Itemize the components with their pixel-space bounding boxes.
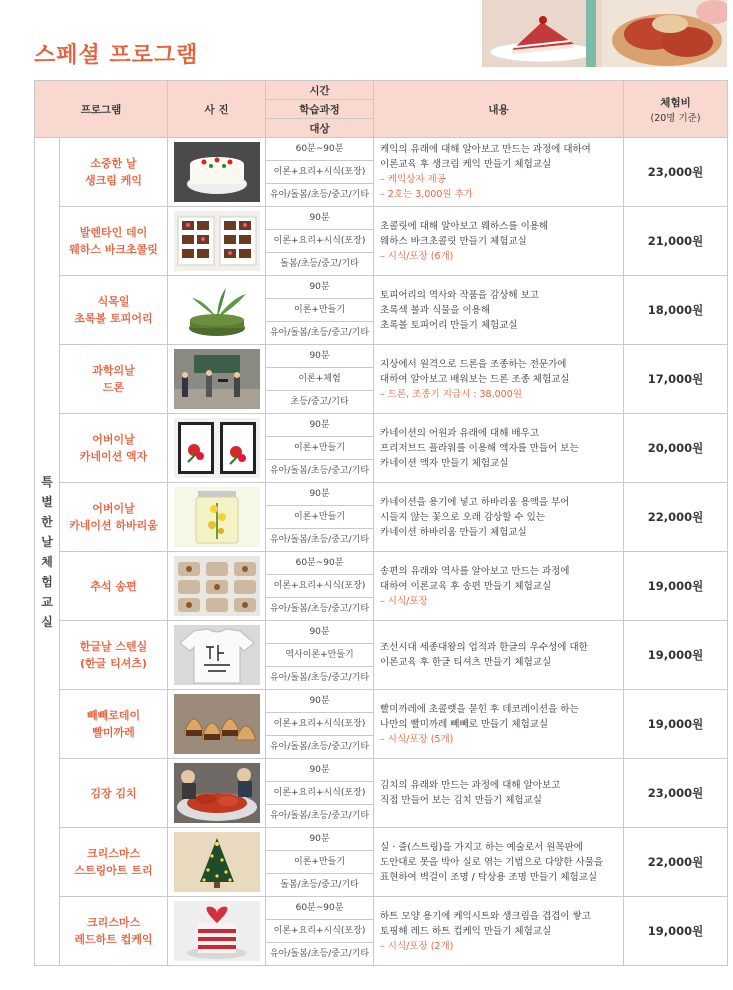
- description-line: 김치의 유래와 만드는 과정에 대해 알아보고: [380, 780, 561, 791]
- header-fee-sub: (20명 기준): [650, 112, 701, 124]
- carnation-frame-icon: [174, 418, 260, 478]
- table-row: [35, 207, 728, 230]
- program-course: 이론+만들기: [266, 299, 374, 322]
- program-price: 22,000원: [624, 828, 728, 897]
- program-price: 19,000원: [624, 621, 728, 690]
- description-line: 대하여 알아보고 배워보는 드론 조종 체험교실: [380, 373, 570, 385]
- program-time: 60분~90분: [266, 552, 374, 575]
- program-description: [374, 552, 624, 621]
- description-line: 직접 만들어 보는 김치 만들기 체험교실: [380, 795, 542, 806]
- program-name-line: 어버이날: [92, 502, 135, 515]
- program-description: [374, 828, 624, 897]
- program-name: [60, 897, 168, 966]
- description-line: 하트 모양 용기에 케익시트와 생크림을 겹겹이 쌓고: [380, 910, 591, 922]
- table-body: [35, 138, 728, 966]
- program-description: [374, 207, 624, 276]
- program-price: 20,000원: [624, 414, 728, 483]
- description-line: 토피어리의 역사와 작품을 감상해 보고: [380, 289, 539, 301]
- description-line: 지상에서 원격으로 드론을 조종하는 전문가에: [380, 358, 567, 370]
- kimchi-icon: [174, 763, 260, 823]
- program-time: 90분: [266, 621, 374, 644]
- table-row: [35, 690, 728, 713]
- description-line: 카네이션의 어원과 유래에 대해 배우고: [380, 427, 539, 439]
- program-target: 유아/돌봄/초등/중고/기타: [266, 598, 374, 621]
- program-photo: [168, 759, 266, 828]
- topiary-icon: [174, 280, 260, 340]
- table-row: [35, 414, 728, 437]
- program-price: 18,000원: [624, 276, 728, 345]
- description-line: 케익의 유래에 대해 알아보고 만드는 과정에 대하여: [380, 144, 591, 155]
- program-name-line: 어버이날: [92, 433, 135, 446]
- program-name-line: 크리스마스: [86, 847, 141, 860]
- description-line: 실 · 줄(스트링)을 가지고 하는 예술로서 원목판에: [380, 841, 583, 853]
- program-name: [60, 345, 168, 414]
- description-line: 초록볼 토피어리 만들기 체험교실: [380, 319, 518, 331]
- program-name: [60, 621, 168, 690]
- program-course: 이론+요리+시식(포장): [266, 161, 374, 184]
- program-name-line: 생크림 케익: [85, 174, 142, 187]
- program-name-line: 한글날 스텐실: [79, 640, 148, 653]
- program-photo: [168, 690, 266, 759]
- description-note: – 시식/포장 (5개): [380, 733, 454, 745]
- description-note: – 시식/포장 (2개): [380, 940, 454, 952]
- program-photo: [168, 621, 266, 690]
- program-price: 22,000원: [624, 483, 728, 552]
- program-photo: [168, 276, 266, 345]
- program-name: [60, 138, 168, 207]
- side-label-char: 실: [41, 614, 53, 629]
- header-photo: 사 진: [168, 81, 266, 138]
- program-table: [34, 80, 728, 966]
- description-line: 이론교육 후 한글 티셔츠 만들기 체험교실: [380, 657, 552, 668]
- description-note: – 2호는 3,000원 추가: [380, 189, 473, 200]
- program-name: [60, 276, 168, 345]
- header-time: 시간: [266, 81, 374, 100]
- program-name: [60, 759, 168, 828]
- program-target: 유아/돌봄/초등/중고/기타: [266, 460, 374, 483]
- program-price: 23,000원: [624, 759, 728, 828]
- songpyeon-icon: [174, 556, 260, 616]
- program-photo: [168, 345, 266, 414]
- program-name-line: 발렌타인 데이: [79, 226, 148, 239]
- program-photo: [168, 483, 266, 552]
- program-course: 이론+요리+시식(포장): [266, 782, 374, 805]
- string-tree-icon: [174, 832, 260, 892]
- header-fee: [624, 81, 728, 138]
- program-description: [374, 483, 624, 552]
- program-description: [374, 897, 624, 966]
- hero-photo: [482, 0, 727, 67]
- header-fee-label: 체험비: [660, 96, 691, 109]
- program-name-line: 레드하트 컵케익: [74, 933, 153, 946]
- table-row: [35, 483, 728, 506]
- program-name: [60, 690, 168, 759]
- program-name-line: (한글 티셔츠): [80, 657, 148, 670]
- program-name-line: 김장 김치: [90, 786, 137, 800]
- table-row: [35, 828, 728, 851]
- header-target: 대상: [266, 119, 374, 138]
- description-line: 송편의 유래와 역사를 알아보고 만드는 과정에: [380, 565, 570, 577]
- description-line: 대하여 이론교육 후 송편 만들기 체험교실: [380, 580, 552, 592]
- description-line: 이론교육 후 생크림 케익 만들기 체험교실: [380, 159, 552, 170]
- drone-class-icon: [174, 349, 260, 409]
- program-name-line: 카네이션 하바리움: [69, 519, 158, 532]
- program-time: 60분~90분: [266, 897, 374, 920]
- table-row: [35, 276, 728, 299]
- program-target: 유아/돌봄/초등/중고/기타: [266, 736, 374, 759]
- program-name: [60, 414, 168, 483]
- description-note: – 시식/포장: [380, 595, 428, 607]
- program-name: [60, 828, 168, 897]
- header-program: 프로그램: [35, 81, 168, 138]
- side-label-char: 체: [41, 554, 53, 569]
- table-row: [35, 552, 728, 575]
- program-course: 이론+요리+시식(포장): [266, 713, 374, 736]
- program-course: 역사이론+만들기: [266, 644, 374, 667]
- program-description: [374, 276, 624, 345]
- description-line: 카네이션을 용기에 넣고 하바리움 용액을 부어: [380, 496, 570, 508]
- program-time: 90분: [266, 345, 374, 368]
- program-name-line: 식목일: [97, 295, 130, 308]
- description-line: 웨하스 바크초콜릿 만들기 체험교실: [380, 235, 527, 247]
- program-course: 이론+만들기: [266, 851, 374, 874]
- description-line: 표현하여 벽걸이 조명 / 탁상용 조명 만들기 체험교실: [380, 871, 598, 883]
- program-photo: [168, 207, 266, 276]
- description-line: 도안대로 못을 박아 실로 엮는 기법으로 다양한 사물을: [380, 856, 604, 868]
- program-description: [374, 621, 624, 690]
- program-description: [374, 759, 624, 828]
- program-time: 90분: [266, 483, 374, 506]
- page-title: 스페셜 프로그램: [34, 43, 199, 68]
- program-photo: [168, 414, 266, 483]
- program-name-line: 추석 송편: [90, 579, 137, 593]
- program-name-line: 소중한 날: [90, 157, 137, 170]
- side-label-char: 교: [41, 594, 53, 609]
- description-line: 카네이션 하바리움 만들기 체험교실: [380, 526, 527, 538]
- program-target: 유아/돌봄/초등/중고/기타: [266, 805, 374, 828]
- program-target: 유아/돌봄/초등/중고/기타: [266, 184, 374, 207]
- program-name-line: 과학의날: [92, 364, 135, 377]
- header-content: 내용: [374, 81, 624, 138]
- program-name-line: 초록볼 토피어리: [74, 312, 153, 325]
- description-note: – 시식/포장 (6개): [380, 250, 454, 262]
- program-name-line: 웨하스 바크초콜릿: [69, 243, 158, 256]
- program-name-line: 카네이션 액자: [79, 450, 148, 463]
- program-course: 이론+요리+시식(포장): [266, 230, 374, 253]
- program-photo: [168, 138, 266, 207]
- side-label-char: 험: [41, 574, 53, 589]
- program-time: 60분~90분: [266, 138, 374, 161]
- description-note: – 드론, 조종기 지급시 : 38,000원: [380, 388, 522, 400]
- table-row: [35, 897, 728, 920]
- program-price: 19,000원: [624, 552, 728, 621]
- program-price: 17,000원: [624, 345, 728, 414]
- program-description: [374, 690, 624, 759]
- program-target: 초등/중고/기타: [266, 391, 374, 414]
- program-target: 유아/돌봄/초등/중고/기타: [266, 322, 374, 345]
- program-price: 19,000원: [624, 690, 728, 759]
- description-line: 초콜릿에 대해 알아보고 웨하스를 이용해: [380, 220, 549, 232]
- description-line: 나만의 빨미까레 빼빼로 만들기 체험교실: [380, 718, 549, 730]
- program-price: 19,000원: [624, 897, 728, 966]
- description-line: 빨미까레에 초콜렛을 묻힌 후 데코레이션을 하는: [380, 703, 579, 715]
- program-description: [374, 414, 624, 483]
- hangul-tshirt-icon: [174, 625, 260, 685]
- header-course: 학습과정: [266, 100, 374, 119]
- table-row: [35, 138, 728, 161]
- description-line: 토핑해 레드 하트 컵케익 만들기 체험교실: [380, 925, 552, 937]
- program-photo: [168, 897, 266, 966]
- description-line: 시들지 않는 꽃으로 오래 감상할 수 있는: [380, 511, 545, 523]
- program-time: 90분: [266, 690, 374, 713]
- description-line: 조선시대 세종대왕의 업적과 한글의 우수성에 대한: [380, 642, 588, 653]
- program-course: 이론+만들기: [266, 437, 374, 460]
- program-course: 이론+체험: [266, 368, 374, 391]
- program-name: [60, 483, 168, 552]
- program-target: 돌봄/초등/중고/기타: [266, 253, 374, 276]
- program-time: 90분: [266, 759, 374, 782]
- side-label-char: 날: [41, 534, 53, 549]
- program-name-line: 드론: [102, 381, 125, 394]
- description-line: 프리저브드 플라워를 이용해 액자를 만들어 보는: [380, 442, 579, 454]
- description-line: 초록색 볼과 식물을 이용해: [380, 304, 491, 316]
- side-label-char: 특: [41, 474, 53, 489]
- side-label-char: 한: [41, 514, 53, 529]
- program-name-line: 크리스마스: [86, 916, 141, 929]
- program-time: 90분: [266, 828, 374, 851]
- table-row: [35, 345, 728, 368]
- program-target: 돌봄/초등/중고/기타: [266, 874, 374, 897]
- program-description: [374, 138, 624, 207]
- program-description: [374, 345, 624, 414]
- cake-photo-icon: [174, 142, 260, 202]
- program-name: [60, 552, 168, 621]
- program-time: 90분: [266, 207, 374, 230]
- program-photo: [168, 828, 266, 897]
- heart-cupcake-icon: [174, 901, 260, 961]
- palmier-icon: [174, 694, 260, 754]
- description-note: – 케익상자 제공: [380, 174, 446, 185]
- chocolate-box-icon: [174, 211, 260, 271]
- table-header: [35, 81, 728, 138]
- program-photo: [168, 552, 266, 621]
- program-course: 이론+만들기: [266, 506, 374, 529]
- herbarium-jar-icon: [174, 487, 260, 547]
- side-category-label: [35, 138, 60, 966]
- program-target: 유아/돌봄/초등/중고/기타: [266, 667, 374, 690]
- program-target: 유아/돌봄/초등/중고/기타: [266, 529, 374, 552]
- program-price: 21,000원: [624, 207, 728, 276]
- program-name-line: 스트링아트 트리: [74, 864, 153, 877]
- table-row: [35, 621, 728, 644]
- program-name: [60, 207, 168, 276]
- program-time: 90분: [266, 414, 374, 437]
- program-time: 90분: [266, 276, 374, 299]
- program-target: 유아/돌봄/초등/중고/기타: [266, 943, 374, 966]
- program-course: 이론+요리+시식(포장): [266, 920, 374, 943]
- side-label-char: 별: [41, 494, 53, 509]
- program-name-line: 빼빼로데이: [86, 709, 141, 722]
- program-price: 23,000원: [624, 138, 728, 207]
- description-line: 카네이션 액자 만들기 체험교실: [380, 457, 509, 469]
- program-course: 이론+요리+시식(포장): [266, 575, 374, 598]
- table-row: [35, 759, 728, 782]
- program-name-line: 빨미까레: [92, 726, 135, 739]
